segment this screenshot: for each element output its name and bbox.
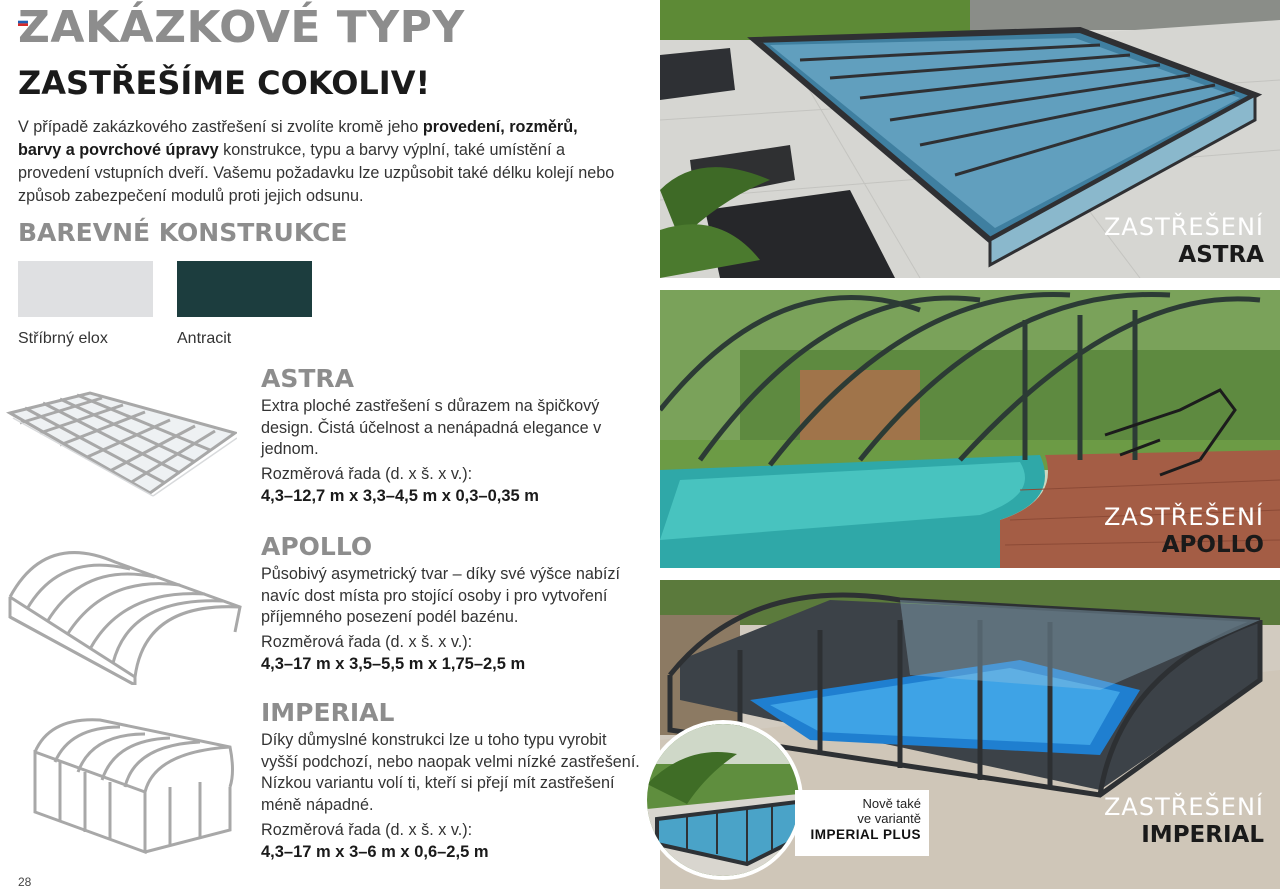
- product-imperial-dimensions: 4,3–17 m x 3–6 m x 0,6–2,5 m: [261, 843, 489, 861]
- color-label-anthracite: Antracit: [177, 330, 232, 347]
- astra-enclosure-illustration: [5, 388, 237, 498]
- product-imperial-title: IMPERIAL: [261, 698, 395, 727]
- product-astra-title: ASTRA: [261, 364, 355, 393]
- imperial-caption-bold: IMPERIAL: [1141, 822, 1264, 848]
- product-imperial-description: Díky důmyslné konstrukci lze u toho typu vyrobit vyšší podchozí, nebo naopak velmi nízké zastřešení. Nízkou variantu volí ti, kteří si přejí mít zastřešení méně nápadné.: [261, 731, 640, 814]
- apollo-enclosure-illustration: [5, 537, 243, 685]
- page-title: ZAKÁZKOVÉ TYPY: [18, 2, 465, 53]
- product-apollo-dimensions: 4,3–17 m x 3,5–5,5 m x 1,75–2,5 m: [261, 655, 526, 673]
- product-apollo-dim-label: Rozměrová řada (d. x š. x v.):: [261, 633, 473, 651]
- badge-line-2: ve variantě: [857, 811, 921, 826]
- apollo-caption: [1104, 503, 1264, 559]
- page-number: 28: [18, 875, 32, 889]
- color-label-silver: Stříbrný elox: [18, 330, 108, 347]
- product-astra-dimensions: 4,3–12,7 m x 3,3–4,5 m x 0,3–0,35 m: [261, 487, 539, 505]
- astra-caption: [1104, 213, 1264, 269]
- imperial-enclosure-illustration: [30, 712, 240, 857]
- product-apollo-description: Působivý asymetrický tvar – díky své výšce nabízí navíc dost místa pro stojící osoby i pro vytvoření příjemného posezení podél bazénu.: [261, 565, 620, 626]
- color-swatch-silver: [18, 261, 153, 317]
- intro-paragraph: V případě zakázkového zastřešení si zvolíte kromě jeho provedení, rozměrů, barvy a povrchové úpravy konstrukce, typu a barvy výplní, také umístění a provedení vstupních dveří. Vašemu požadavku lze uzpůsobit také délku kolejí nebo způsob zabezpečení modulů proti jejich odsunu.: [18, 118, 615, 205]
- product-apollo-title: APOLLO: [261, 532, 373, 561]
- imperial-caption: [1104, 793, 1264, 849]
- product-astra-dim-label: Rozměrová řada (d. x š. x v.):: [261, 465, 473, 483]
- imperial-plus-badge: [795, 790, 929, 856]
- badge-line-1: Nově také: [862, 796, 921, 811]
- product-astra-description: Extra ploché zastřešení s důrazem na špičkový design. Čistá účelnost a nenápadná elegance v jednom.: [261, 397, 602, 458]
- badge-variant-name: IMPERIAL PLUS: [810, 827, 921, 842]
- page-subtitle: ZASTŘEŠÍME COKOLIV!: [18, 64, 431, 102]
- product-imperial-dim-label: Rozměrová řada (d. x š. x v.):: [261, 821, 473, 839]
- imperial-plus-inset-photo: [643, 720, 803, 880]
- color-swatch-anthracite: [177, 261, 312, 317]
- colors-heading: BAREVNÉ KONSTRUKCE: [18, 218, 348, 247]
- apollo-caption-bold: APOLLO: [1161, 532, 1264, 558]
- astra-caption-light: ZASTŘEŠENÍ: [1103, 213, 1264, 241]
- imperial-caption-light: ZASTŘEŠENÍ: [1103, 793, 1264, 821]
- astra-caption-bold: ASTRA: [1178, 242, 1264, 268]
- apollo-caption-light: ZASTŘEŠENÍ: [1103, 503, 1264, 531]
